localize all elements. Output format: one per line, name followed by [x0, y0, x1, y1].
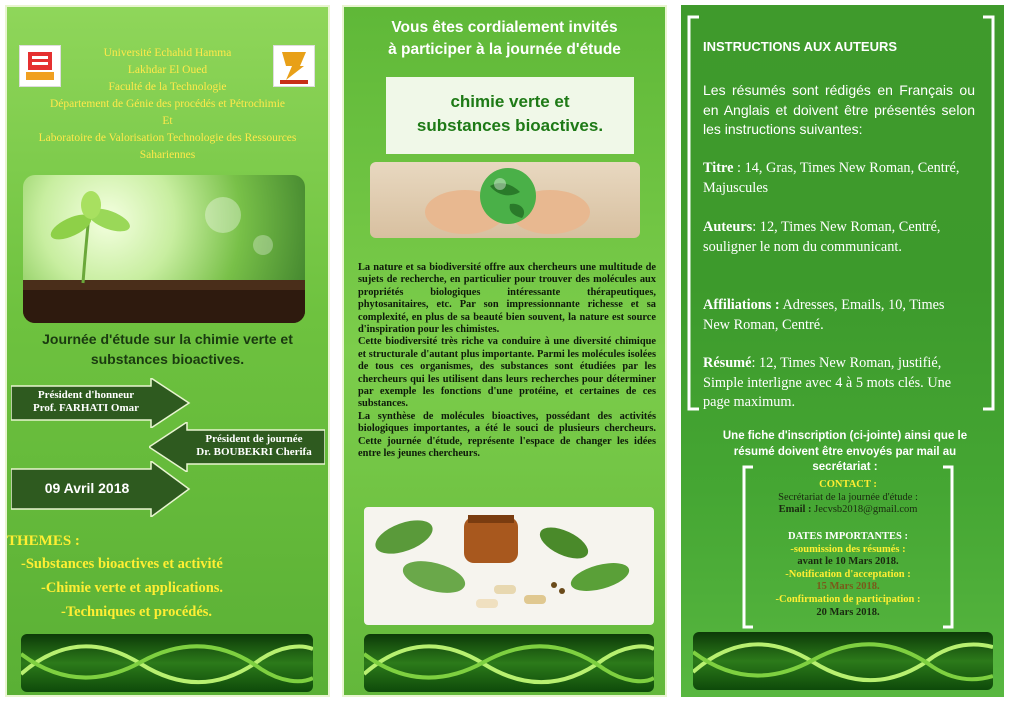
invitation-heading	[344, 17, 665, 61]
university-line-4: Département de Génie des procédés et Pétrochimie	[49, 98, 285, 110]
titre-instruction	[703, 159, 975, 198]
confirmation-date: 20 Mars 2018.	[816, 606, 880, 618]
dna-image	[21, 634, 313, 692]
paragraph-3: La synthèse de molécules bioactives, possédant des activités biologiques importantes, a été le souci de plusieurs chercheurs. Cette journée d'étude, représente l'espace de changer les idées entre les jeunes chercheurs.	[358, 410, 656, 460]
president-journee-name: Dr. BOUBEKRI Cherifa	[196, 446, 312, 458]
notification-label: -Notification d'acceptation :	[785, 568, 911, 580]
president-honneur-name: Prof. FARHATI Omar	[32, 402, 139, 414]
titre-label: Titre	[703, 160, 734, 176]
university-line-1: Université Echahid Hamma	[103, 47, 232, 59]
dna-image-2	[364, 634, 654, 692]
university-header	[7, 45, 328, 164]
university-line-2: Lakhdar El Oued	[127, 64, 208, 76]
university-line-5: Et	[162, 115, 173, 127]
fiche-line-2: résumé doivent être envoyés par mail au	[733, 445, 957, 458]
seedling-photo	[23, 175, 305, 323]
theme-2: -Chimie verte et applications.	[41, 580, 224, 596]
herbs-capsules-photo	[364, 507, 654, 625]
auteurs-text: : 12, Times New Roman, Centré, souligner le nom du communicant.	[703, 219, 941, 255]
affiliations-instruction	[703, 296, 975, 335]
president-honneur-banner	[11, 378, 191, 428]
journee-title: Journée d'étude sur la chimie verte et substances bioactives.	[42, 331, 293, 367]
date-banner	[11, 461, 191, 517]
fiche-line-1: Une fiche d'inscription (ci-jointe) ainsi que le	[722, 430, 968, 442]
contact-block	[741, 479, 955, 517]
themes-heading: THEMES :	[7, 533, 80, 549]
resume-instruction	[703, 354, 975, 413]
paragraph-2: Cette biodiversité très riche va conduire à une diversité chimique et structurale d'autant plus importante. Parmi les molécules isolées de tous ces organismes, des substances sont étudiées par les chercheurs qui les utilisent dans leurs recherches pour déterminer par exemple les fonctions d'une protéine, et certaines de ces substances.	[358, 336, 656, 410]
email-line	[741, 504, 955, 517]
instructions-intro: Les résumés sont rédigés en Français ou en Anglais et doivent être présentés selon les instructions suivantes:	[703, 82, 975, 137]
topic-box	[386, 77, 634, 154]
university-line-7: Sahariennes	[139, 149, 196, 161]
dates-block	[741, 531, 955, 619]
soumission-label: -soumission des résumés :	[790, 543, 906, 555]
resume-label: Résumé	[703, 355, 752, 371]
fiche-line-3: secrétariat :	[812, 461, 878, 473]
contact-heading: CONTACT :	[819, 479, 877, 490]
instructions-frame	[685, 15, 997, 411]
dates-heading: DATES IMPORTANTES :	[787, 531, 908, 542]
president-honneur-label: Président d'honneur	[37, 389, 135, 401]
university-line-3: Faculté de la Technologie	[108, 81, 227, 93]
auteurs-instruction	[703, 218, 975, 257]
email-value[interactable]: Jecvsb2018@gmail.com	[811, 504, 918, 515]
invite-line-1: Vous êtes cordialement invités	[391, 19, 618, 36]
notification-date: 15 Mars 2018.	[816, 581, 880, 593]
invite-line-2: à participer à la journée d'étude	[388, 41, 621, 58]
president-journee-label: Président de journée	[205, 433, 303, 445]
confirmation-label: -Confirmation de participation :	[775, 593, 921, 605]
event-date: 09 Avril 2018	[44, 480, 130, 496]
affiliations-text: Adresses, Emails, 10, Times New Roman, Centré.	[703, 297, 945, 333]
email-label: Email :	[778, 504, 812, 515]
soumission-date: avant le 10 Mars 2018.	[797, 556, 899, 568]
dna-image-3	[693, 632, 993, 690]
contact-line: Secrétariat de la journée d'étude :	[778, 491, 918, 503]
hands-globe-photo	[370, 162, 640, 238]
auteurs-label: Auteurs	[703, 219, 753, 235]
topic-line-1: chimie verte et	[450, 92, 570, 111]
resume-text: : 12, Times New Roman, justifié, Simple interligne avec 4 à 5 mots clés. Une page maximum.	[703, 355, 952, 410]
affiliations-label: Affiliations :	[703, 297, 780, 313]
left-panel	[5, 5, 330, 697]
titre-text: : 14, Gras, Times New Roman, Centré, Majuscules	[703, 160, 960, 196]
right-panel	[681, 5, 1004, 697]
instructions-heading: INSTRUCTIONS AUX AUTEURS	[703, 39, 898, 54]
theme-1: -Substances bioactives et activité	[21, 556, 223, 572]
description-text	[358, 262, 656, 461]
paragraph-1: La nature et sa biodiversité offre aux chercheurs une multitude de sujets de recherche, en particulier pour trouver des molécules aux propriétés biologiques intéressante thérapeutiques, phytosanitaires, etc. Par son impressionnante richesse et sa complexité, en plus de sa beauté bien souvent, la nature est source d'inspiration pour les chimistes.	[358, 262, 656, 336]
theme-3: -Techniques et procédés.	[61, 604, 213, 620]
university-line-6: Laboratoire de Valorisation Technologie des Ressources	[38, 132, 297, 144]
middle-panel	[342, 5, 667, 697]
topic-line-2: substances bioactives.	[416, 116, 604, 135]
